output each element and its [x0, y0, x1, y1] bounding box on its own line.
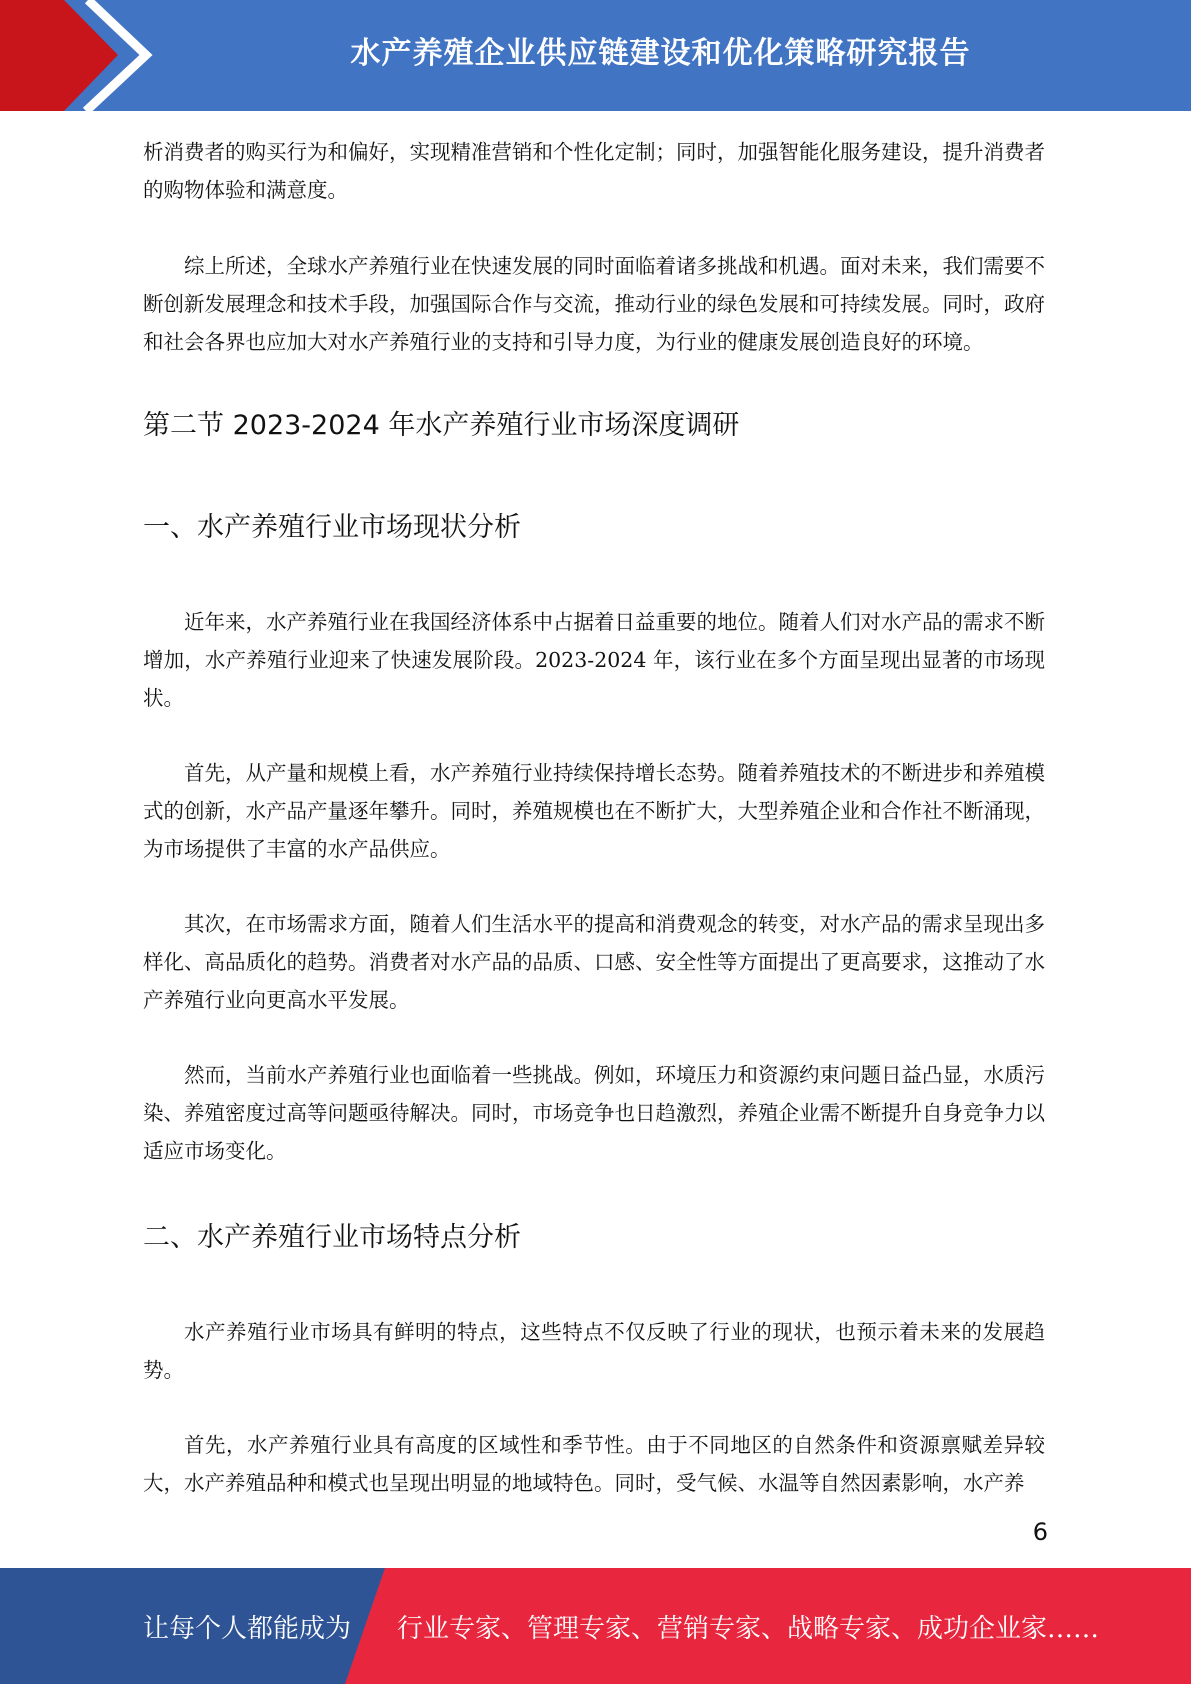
footer-slogan-left: 让每个人都能成为	[143, 1613, 352, 1644]
page-footer	[0, 1568, 1191, 1684]
paragraph: 析消费者的购买行为和偏好，实现精准营销和个性化定制；同时，加强智能化服务建设，提升消费者的购物体验和满意度。	[143, 140, 1045, 202]
paragraph: 近年来，水产养殖行业在我国经济体系中占据着日益重要的地位。随着人们对水产品的需求不断增加，水产养殖行业迎来了快速发展阶段。2023-2024 年，该行业在多个方面呈现出显著的市场现状。	[143, 610, 1045, 710]
paragraph: 其次，在市场需求方面，随着人们生活水平的提高和消费观念的转变，对水产品的需求呈现出多样化、高品质化的趋势。消费者对水产品的品质、口感、安全性等方面提出了更高要求，这推动了水产养殖行业向更高水平发展。	[143, 912, 1045, 1012]
paragraph: 综上所述，全球水产养殖行业在快速发展的同时面临着诸多挑战和机遇。面对未来，我们需要不断创新发展理念和技术手段，加强国际合作与交流，推动行业的绿色发展和可持续发展。同时，政府和社会各界也应加大对水产养殖行业的支持和引导力度，为行业的健康发展创造良好的环境。	[143, 254, 1045, 354]
subsection-heading: 二、水产养殖行业市场特点分析	[143, 1222, 521, 1253]
subsection-heading: 一、水产养殖行业市场现状分析	[143, 512, 521, 543]
page-header	[0, 0, 1191, 111]
section-heading: 第二节 2023-2024 年水产养殖行业市场深度调研	[143, 410, 740, 441]
paragraph: 然而，当前水产养殖行业也面临着一些挑战。例如，环境压力和资源约束问题日益凸显，水质污染、养殖密度过高等问题亟待解决。同时，市场竞争也日趋激烈，养殖企业需不断提升自身竞争力以适应市场变化。	[143, 1063, 1045, 1163]
page-number: 6	[1032, 1518, 1048, 1546]
paragraph: 首先，从产量和规模上看，水产养殖行业持续保持增长态势。随着养殖技术的不断进步和养殖模式的创新，水产品产量逐年攀升。同时，养殖规模也在不断扩大，大型养殖企业和合作社不断涌现，为市场提供了丰富的水产品供应。	[143, 761, 1045, 861]
report-title: 水产养殖企业供应链建设和优化策略研究报告	[350, 36, 971, 71]
paragraph: 水产养殖行业市场具有鲜明的特点，这些特点不仅反映了行业的现状，也预示着未来的发展趋势。	[143, 1320, 1045, 1382]
paragraph: 首先，水产养殖行业具有高度的区域性和季节性。由于不同地区的自然条件和资源禀赋差异较大，水产养殖品种和模式也呈现出明显的地域特色。同时，受气候、水温等自然因素影响，水产养	[143, 1433, 1045, 1495]
footer-slogan-right: 行业专家、管理专家、营销专家、战略专家、成功企业家……	[397, 1613, 1100, 1644]
